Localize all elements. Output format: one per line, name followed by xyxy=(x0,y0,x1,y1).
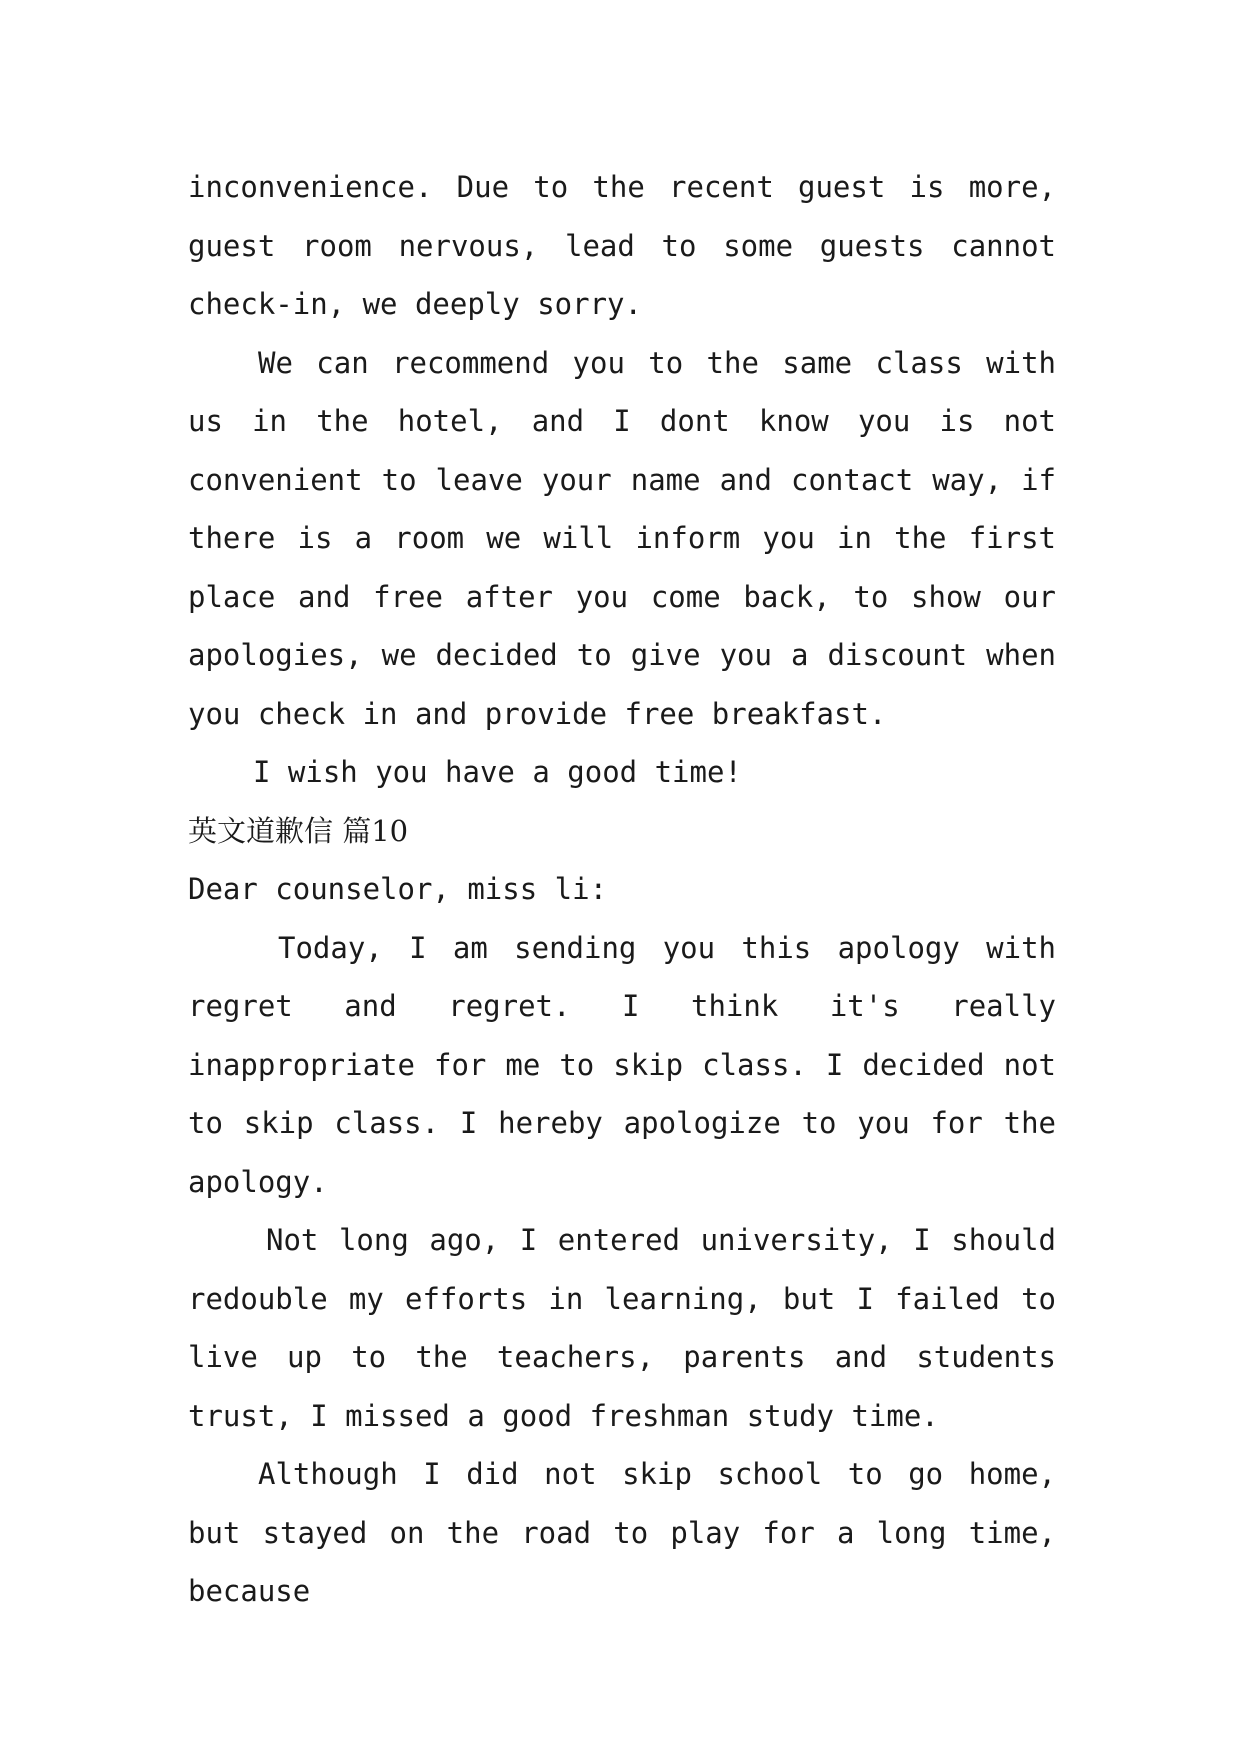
paragraph-closing-wish: I wish you have a good time! xyxy=(253,755,742,789)
letter-salutation: Dear counselor, miss li: xyxy=(188,872,608,906)
paragraph-skip-school: Although I did not skip school to go home, but stayed on the road to play for a long time, because xyxy=(188,1457,1056,1608)
paragraph-inconvenience: inconvenience. Due to the recent guest is more, guest room nervous, lead to some guests cannot check-in, we deeply sorry. xyxy=(188,170,1056,321)
paragraph-university: Not long ago, I entered university, I should redouble my efforts in learning, but I failed to live up to the teachers, parents and students trust, I missed a good freshman study time. xyxy=(188,1223,1056,1433)
paragraph-apology-intro: Today, I am sending you this apology with regret and regret. I think it's really inappropriate for me to skip class. I decided not to skip class. I hereby apologize to you for the apology. xyxy=(188,930,1056,1199)
document-body xyxy=(188,158,1056,1621)
paragraph-recommendation: We can recommend you to the same class with us in the hotel, and I dont know you is not convenient to leave your name and contact way, if there is a room we will inform you in the first place and free after you come back, to show our apologies, we decided to give you a discount when you check in and provide free breakfast. xyxy=(188,345,1056,731)
section-heading: 英文道歉信 篇10 xyxy=(188,813,409,848)
